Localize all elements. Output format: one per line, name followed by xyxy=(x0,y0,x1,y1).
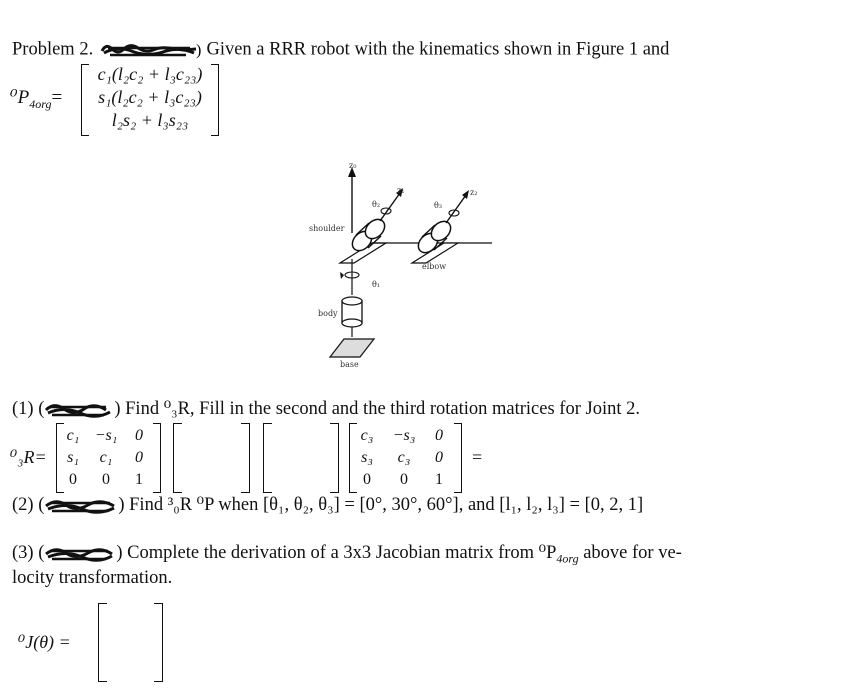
label-theta1: θ₁ xyxy=(372,280,381,289)
problem-line xyxy=(12,39,669,61)
q3-number: (3) ( xyxy=(12,543,45,563)
m3-cell: c₃ xyxy=(397,449,411,466)
m3-bracket-right xyxy=(330,423,339,493)
robot-figure xyxy=(300,155,520,375)
q1-line xyxy=(12,398,640,420)
q3-line xyxy=(12,542,682,567)
m2-bracket-right xyxy=(241,423,250,493)
scribble-mark xyxy=(44,400,114,420)
m3-cell: 1 xyxy=(435,471,443,488)
m1-cell: −s₁ xyxy=(94,427,118,444)
matrix-r1 xyxy=(60,425,158,491)
q2-line xyxy=(12,494,643,516)
q3-text: ) Complete the derivation of a 3x3 Jacobian matrix from ⁰P xyxy=(116,543,557,563)
equals-sign: = xyxy=(472,447,483,467)
m3-bracket-left xyxy=(263,423,272,493)
q1-number: (1) ( xyxy=(12,399,45,419)
z2-axis xyxy=(446,195,466,223)
m1-cell: 0 xyxy=(135,427,143,444)
z1-axis xyxy=(380,193,400,221)
p-label-sub: 4org xyxy=(29,96,52,111)
q1-text: ) Find ⁰₃R, Fill in the second and the third rotation matrices for Joint 2. xyxy=(114,399,640,419)
label-z1: z₁ xyxy=(397,186,405,195)
scribble-mark xyxy=(98,39,202,61)
m3-cell: 0 xyxy=(435,449,443,466)
problem-intro: Given a RRR robot with the kinematics shown in Figure 1 and xyxy=(206,39,670,60)
m1-cell: c₁ xyxy=(99,449,113,466)
label-shoulder: shoulder xyxy=(309,224,345,233)
m1-cell: 0 xyxy=(135,449,143,466)
m3-cell: −s₃ xyxy=(392,427,416,444)
p-vector xyxy=(86,63,214,132)
m1-cell: 0 xyxy=(102,471,110,488)
m1-cell: 1 xyxy=(135,471,143,488)
label-theta3: θ₃ xyxy=(434,201,443,210)
m1-cell: 0 xyxy=(69,471,77,488)
svg-text:): ) xyxy=(195,42,202,59)
matrix-r3 xyxy=(352,425,458,491)
p-row-2: s₁(l₂c₂ + l₃c₂₃) xyxy=(98,87,202,107)
scribble-mark xyxy=(44,544,116,564)
jacobian-bracket-right xyxy=(154,603,163,682)
problem-title: Problem 2. xyxy=(12,39,94,60)
label-z2: z₂ xyxy=(470,188,478,197)
label-elbow: elbow xyxy=(422,262,447,271)
q3-text-sub: 4org xyxy=(556,551,579,566)
m3-cell: 0 xyxy=(435,427,443,444)
m1-cell: s₁ xyxy=(67,449,79,466)
m3-cell: 0 xyxy=(400,471,408,488)
r03-label: ⁰₃R= xyxy=(10,447,47,467)
scribble-mark xyxy=(44,496,118,516)
label-body: body xyxy=(318,309,338,318)
label-theta2: θ₂ xyxy=(372,200,381,209)
p-row-3: l₂s₂ + l₃s₂₃ xyxy=(111,110,189,130)
jacobian-bracket-left xyxy=(98,603,107,682)
jacobian-label: ⁰J(θ) = xyxy=(18,632,71,652)
label-z0: z₀ xyxy=(349,161,357,170)
p-label: ⁰P xyxy=(10,87,30,108)
m1-cell: c₁ xyxy=(66,427,80,444)
q2-text: ) Find ³₀R ⁰P when [θ₁, θ₂, θ₃] = [0°, 30°, 60°], and [l₁, l₂, l₃] = [0, 2, 1] xyxy=(118,495,644,515)
base-plate xyxy=(330,339,374,357)
p-vector-label: $^0P_{4org}=$ xyxy=(10,87,63,111)
m3-cell: c₃ xyxy=(360,427,374,444)
q3-line-2: locity transformation. xyxy=(12,568,173,588)
q2-number: (2) ( xyxy=(12,495,45,515)
m3-cell: s₃ xyxy=(361,449,373,466)
m3-cell: 0 xyxy=(363,471,371,488)
q3-text-end: above for ve- xyxy=(578,543,682,563)
m2-bracket-left xyxy=(173,423,182,493)
p-row-1: c₁(l₂c₂ + l₃c₂₃) xyxy=(97,64,203,84)
label-base: base xyxy=(340,360,359,369)
